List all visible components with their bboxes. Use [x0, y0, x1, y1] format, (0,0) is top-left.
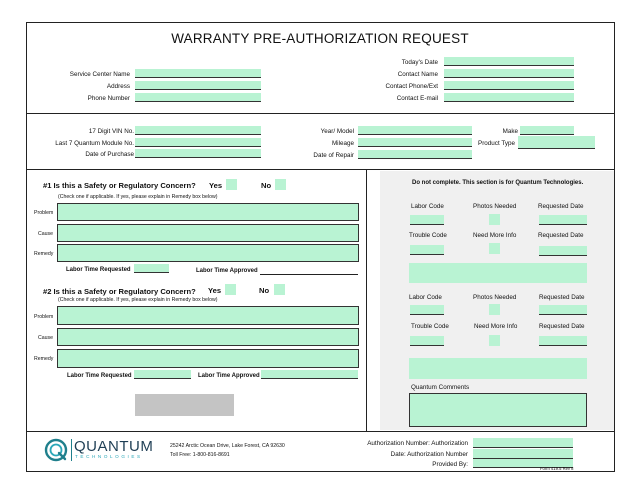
contact-email-field[interactable]	[444, 93, 574, 102]
logo-text: QUANTUM	[74, 438, 154, 455]
contact-phone-field[interactable]	[444, 81, 574, 90]
todays-date-field[interactable]	[444, 57, 574, 66]
concern-2-no-checkbox[interactable]	[274, 284, 285, 295]
trouble-code-field-1[interactable]	[410, 245, 444, 255]
product-type-field[interactable]	[518, 136, 595, 149]
trouble-code-label-1: Trouble Code	[409, 232, 447, 239]
concern-2-labor-approved-label: Labor Time Approved	[198, 373, 260, 379]
labor-code-field-1[interactable]	[410, 215, 444, 225]
date-of-repair-label: Date of Repair	[313, 152, 354, 159]
phone-number-label: Phone Number	[87, 95, 130, 102]
internal-notes-box-2[interactable]	[409, 358, 587, 379]
concern-1-yes-checkbox[interactable]	[226, 179, 237, 190]
provided-by-label: Provided By:	[432, 461, 468, 468]
contact-name-field[interactable]	[444, 69, 574, 78]
address-field[interactable]	[135, 81, 261, 90]
concern-1-labor-approved-label: Labor Time Approved	[196, 268, 258, 274]
concern-2-problem-box[interactable]	[57, 306, 359, 325]
date-of-purchase-label: Date of Purchase	[85, 151, 134, 158]
concern-1-remedy-label: Remedy	[34, 251, 54, 257]
auth-date-label: Date: Authorization Number	[390, 451, 468, 458]
trouble-code-field-2[interactable]	[410, 336, 444, 346]
requested-date-field-3[interactable]	[539, 305, 587, 315]
concern-2-labor-requested-field[interactable]	[134, 370, 191, 379]
logo-divider	[71, 439, 72, 461]
concern-2-problem-label: Problem	[34, 314, 54, 320]
internal-notice: Do not complete. This section is for Quantum Technologies.	[412, 180, 584, 186]
date-of-purchase-field[interactable]	[135, 149, 261, 158]
company-phone: Toll Free: 1-800-816-8691	[170, 452, 230, 458]
divider	[366, 169, 367, 431]
concern-2-yes-checkbox[interactable]	[225, 284, 236, 295]
requested-date-label-1: Requested Date	[538, 203, 584, 210]
need-more-info-label-2: Need More Info	[474, 323, 518, 330]
make-label: Make	[502, 128, 518, 135]
need-more-info-label-1: Need More Info	[473, 232, 517, 239]
concern-2-question: #2 Is this a Safety or Regulatory Concern?	[43, 287, 196, 296]
todays-date-label: Today's Date	[401, 59, 438, 66]
concern-1-problem-label: Problem	[34, 210, 54, 216]
contact-name-label: Contact Name	[397, 71, 438, 78]
concern-2-labor-approved-field[interactable]	[261, 370, 358, 379]
concern-1-labor-approved-line	[260, 274, 358, 275]
form-number: Form 419.5 Rev 8	[540, 466, 574, 471]
concern-2-remedy-label: Remedy	[34, 356, 54, 362]
page-title: WARRANTY PRE-AUTHORIZATION REQUEST	[171, 31, 469, 46]
address-label: Address	[106, 83, 130, 90]
quantum-logo-mark-icon	[44, 438, 68, 462]
logo-subtext: TECHNOLOGIES	[75, 454, 143, 459]
photos-needed-checkbox-1[interactable]	[489, 214, 500, 225]
concern-1-problem-box[interactable]	[57, 203, 359, 221]
need-more-info-checkbox-1[interactable]	[489, 243, 500, 254]
labor-code-label-1: Labor Code	[411, 203, 444, 210]
year-model-field[interactable]	[358, 126, 472, 135]
date-of-repair-field[interactable]	[358, 150, 472, 159]
labor-code-label-2: Labor Code	[409, 294, 442, 301]
concern-1-remedy-box[interactable]	[57, 244, 359, 262]
trouble-code-label-2: Trouble Code	[411, 323, 449, 330]
concern-1-note: (Check one if applicable. If yes, please explain in Remedy box below)	[58, 194, 218, 200]
product-type-label: Product Type	[478, 140, 515, 147]
concern-1-yes-label: Yes	[209, 181, 223, 190]
concern-1-cause-box[interactable]	[57, 224, 359, 242]
concern-2-no-label: No	[259, 286, 270, 295]
concern-2-remedy-box[interactable]	[57, 349, 359, 368]
requested-date-label-3: Requested Date	[539, 294, 585, 301]
auth-date-field[interactable]	[473, 449, 573, 459]
concern-1-no-label: No	[261, 181, 272, 190]
concern-1-cause-label: Cause	[38, 231, 53, 237]
requested-date-field-4[interactable]	[539, 336, 587, 346]
make-field[interactable]	[520, 126, 574, 135]
concern-2-cause-box[interactable]	[57, 328, 359, 346]
mileage-field[interactable]	[358, 138, 472, 147]
service-center-field[interactable]	[135, 69, 261, 78]
divider	[26, 169, 615, 170]
mileage-label: Mileage	[331, 140, 354, 147]
service-center-label: Service Center Name	[69, 71, 130, 78]
year-model-label: Year/ Model	[320, 128, 354, 135]
internal-notes-box-1[interactable]	[409, 263, 587, 283]
divider	[26, 431, 615, 432]
concern-1-labor-requested-field[interactable]	[134, 264, 169, 273]
vin-field[interactable]	[135, 126, 261, 135]
requested-date-label-4: Requested Date	[539, 323, 585, 330]
submit-button[interactable]	[135, 394, 234, 416]
concern-2-note: (Check one if applicable. If yes, please explain in Remedy box below)	[58, 297, 218, 303]
photos-needed-checkbox-2[interactable]	[489, 304, 500, 315]
photos-needed-label-2: Photos Needed	[473, 294, 517, 301]
concern-1-question: #1 Is this a Safety or Regulatory Concern?	[43, 181, 196, 190]
photos-needed-label-1: Photos Needed	[473, 203, 517, 210]
quantum-logo	[44, 437, 154, 463]
contact-email-label: Contact E-mail	[396, 95, 438, 102]
module-no-label: Last 7 Quantum Module No.	[55, 140, 134, 147]
divider	[26, 113, 615, 114]
requested-date-field-2[interactable]	[539, 246, 587, 256]
contact-phone-label: Contact Phone/Ext	[385, 83, 438, 90]
concern-1-labor-requested-label: Labor Time Requested	[66, 267, 131, 273]
auth-number-label: Authorization Number: Authorization	[367, 440, 468, 447]
concern-2-yes-label: Yes	[208, 286, 222, 295]
concern-1-no-checkbox[interactable]	[275, 179, 286, 190]
requested-date-label-2: Requested Date	[538, 232, 584, 239]
concern-2-cause-label: Cause	[38, 335, 53, 341]
requested-date-field-1[interactable]	[539, 215, 587, 225]
labor-code-field-2[interactable]	[410, 305, 444, 315]
phone-number-field[interactable]	[135, 93, 261, 102]
quantum-comments-label: Quantum Comments	[411, 384, 470, 391]
module-no-field[interactable]	[135, 138, 261, 147]
need-more-info-checkbox-2[interactable]	[489, 335, 500, 346]
quantum-comments-box[interactable]	[409, 393, 587, 427]
company-address: 25242 Arctic Ocean Drive, Lake Forest, CA 92630	[170, 443, 285, 449]
auth-number-field[interactable]	[473, 438, 573, 448]
concern-2-labor-requested-label: Labor Time Requested	[67, 373, 132, 379]
vin-label: 17 Digit VIN No.	[88, 128, 134, 135]
